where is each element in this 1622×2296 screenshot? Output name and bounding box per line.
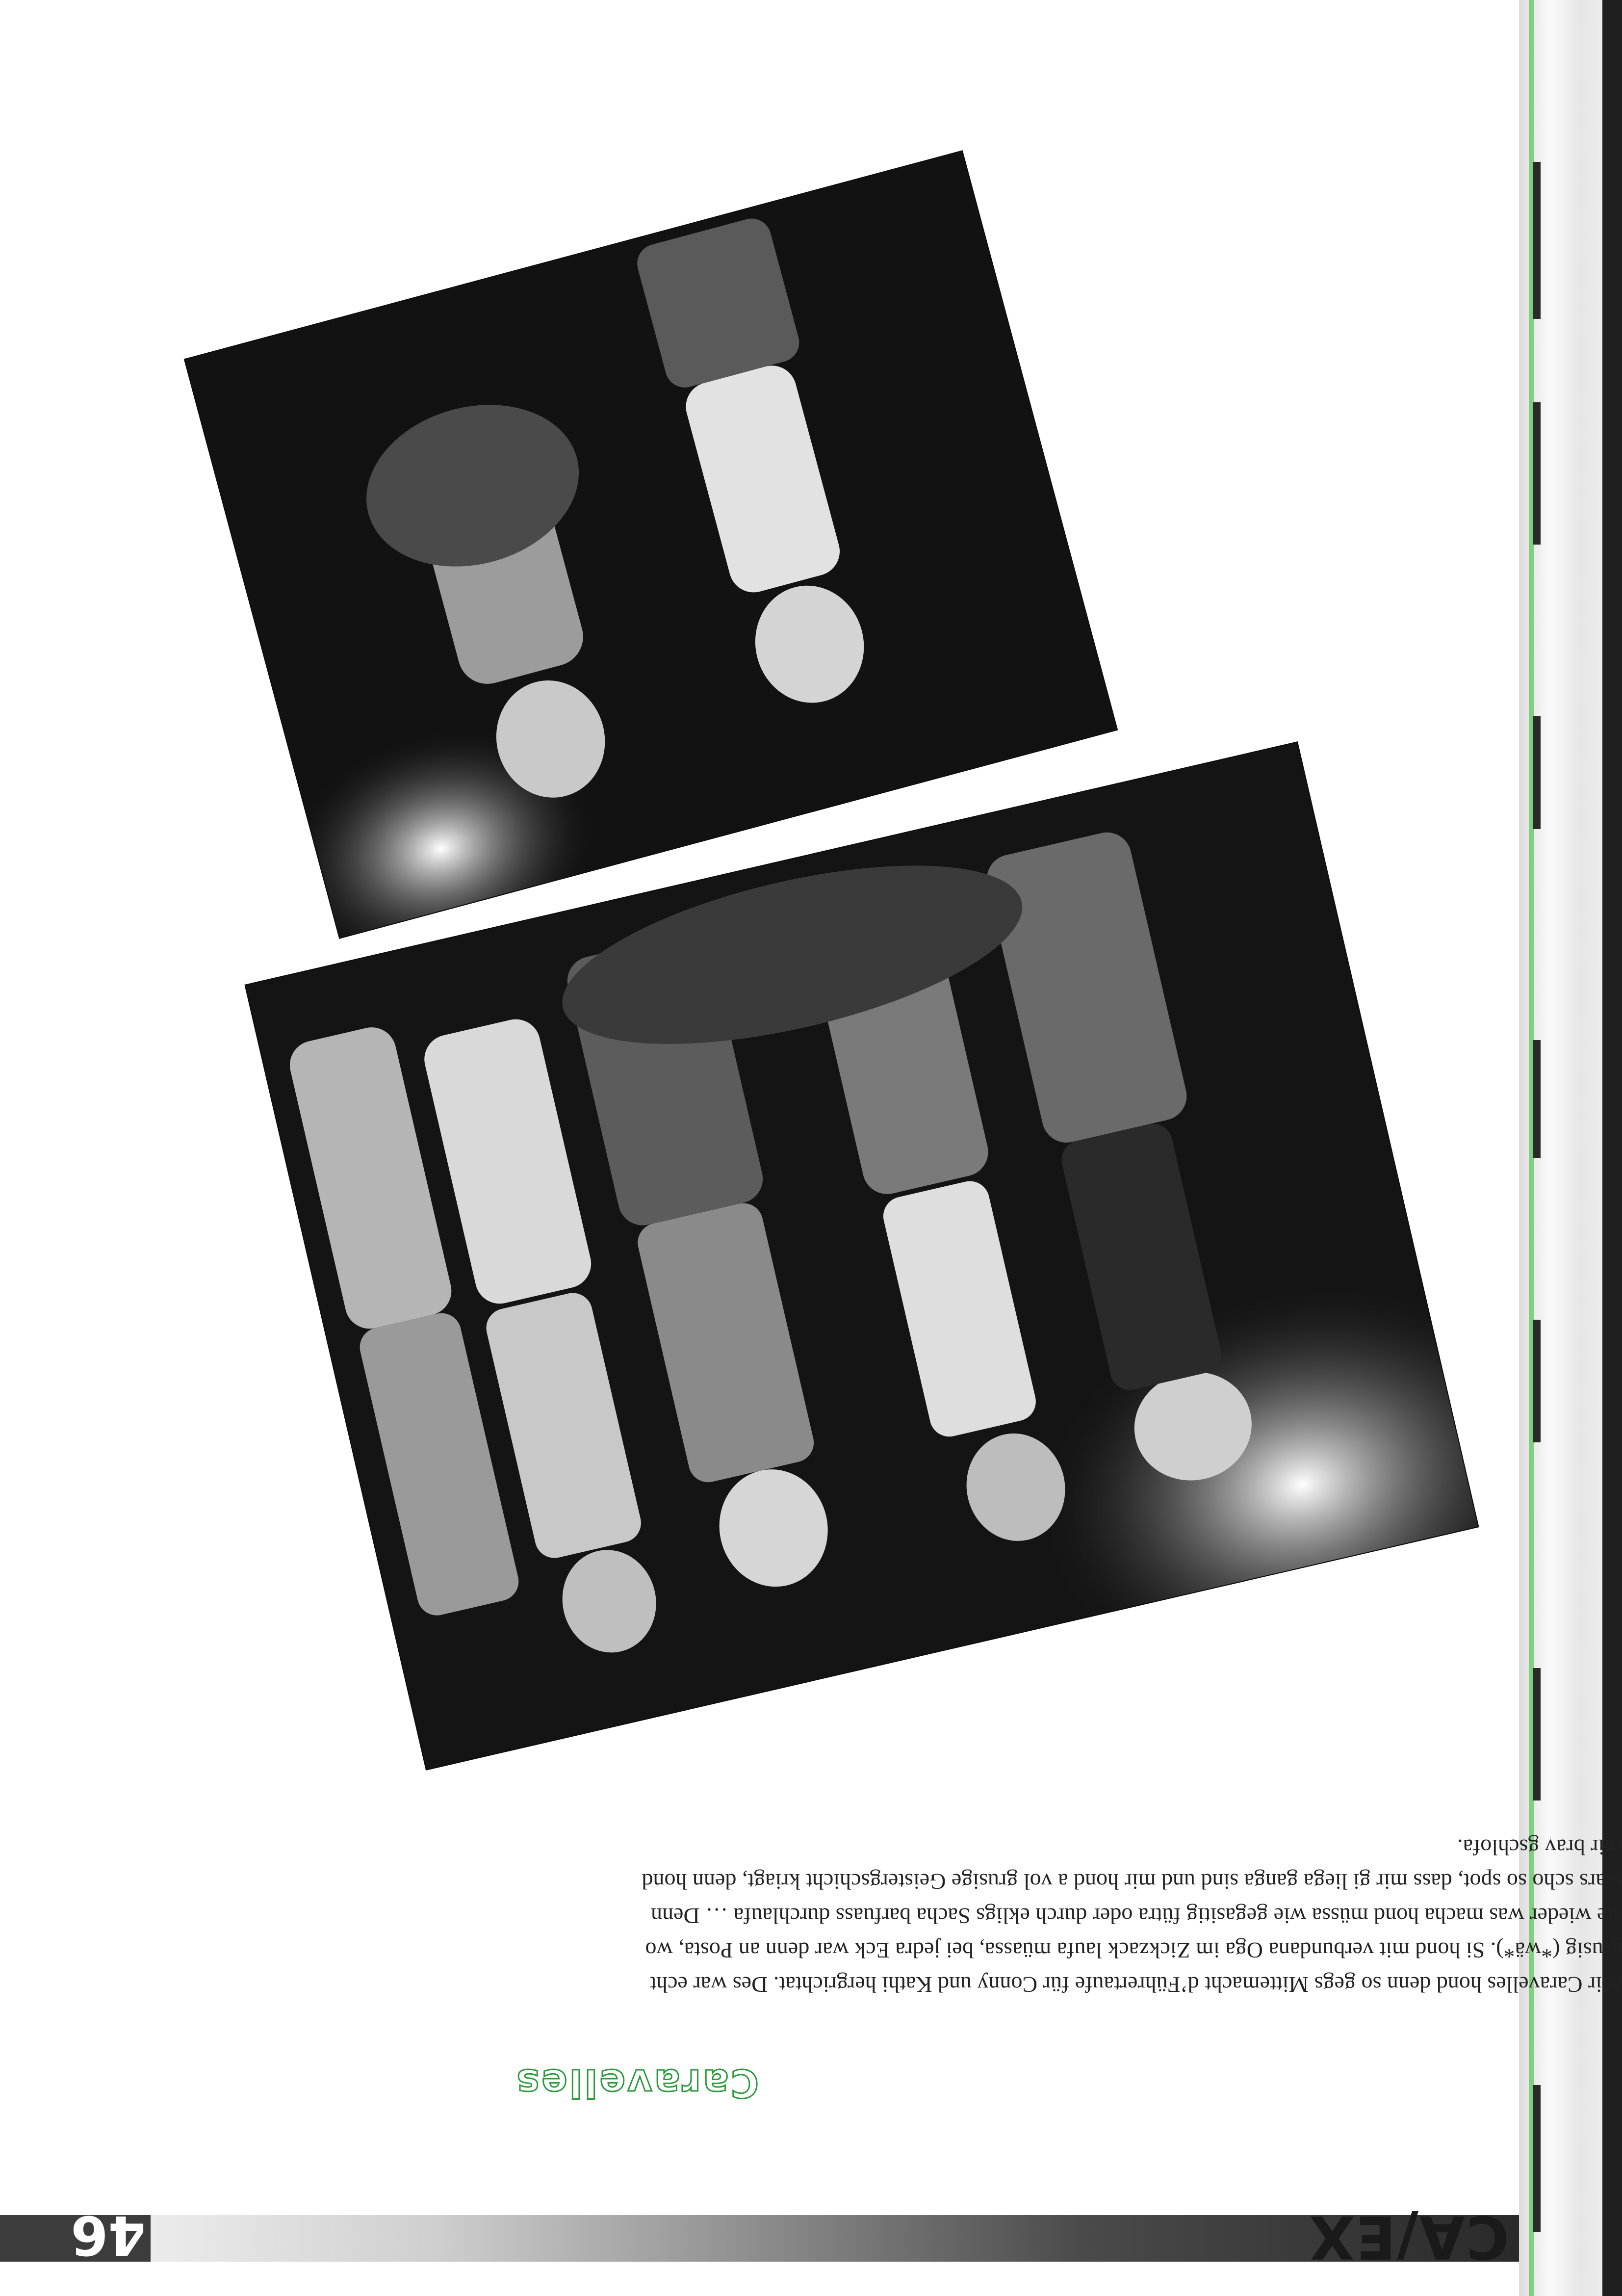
section-label: CA/EX — [1308, 2202, 1509, 2270]
body-line: sie wieder was macha hond müssa wie gegasitig fütra oder durch ekligs Sacha barfuass durchlaufa … Denn — [651, 1904, 1622, 1929]
header-band — [72, 2215, 1519, 2262]
body-line: wars scho so spot, dass mir gi liega ganga sind und mir hond a vol grusige Geistergschicht kriagt, denn hond — [642, 1869, 1622, 1894]
body-line: Mir Caravelles hond denn so gegs Mittemacht d’Führertaufe für Conny und Kathi hergrichtat. Des war echt — [650, 1972, 1622, 1997]
body-line: grusig (*wä*). Si hond mit verbundana Oga im Zickzack laufa müassa, bei jedra Eck war denn an Posta, wo — [645, 1938, 1622, 1963]
edge-mark — [1533, 1320, 1541, 1442]
body-line: mir brav gschlofa. — [1457, 1835, 1622, 1860]
edge-mark — [1533, 1040, 1541, 1158]
article-title: Caravelles — [515, 2061, 759, 2105]
edge-mark — [1533, 2085, 1541, 2232]
page-number: 46 — [70, 2204, 146, 2267]
edge-mark — [1533, 402, 1541, 545]
article-body — [98, 1830, 1622, 2002]
edge-mark — [1533, 162, 1541, 319]
edge-mark — [1533, 716, 1541, 829]
edge-mark — [1533, 1668, 1541, 1800]
